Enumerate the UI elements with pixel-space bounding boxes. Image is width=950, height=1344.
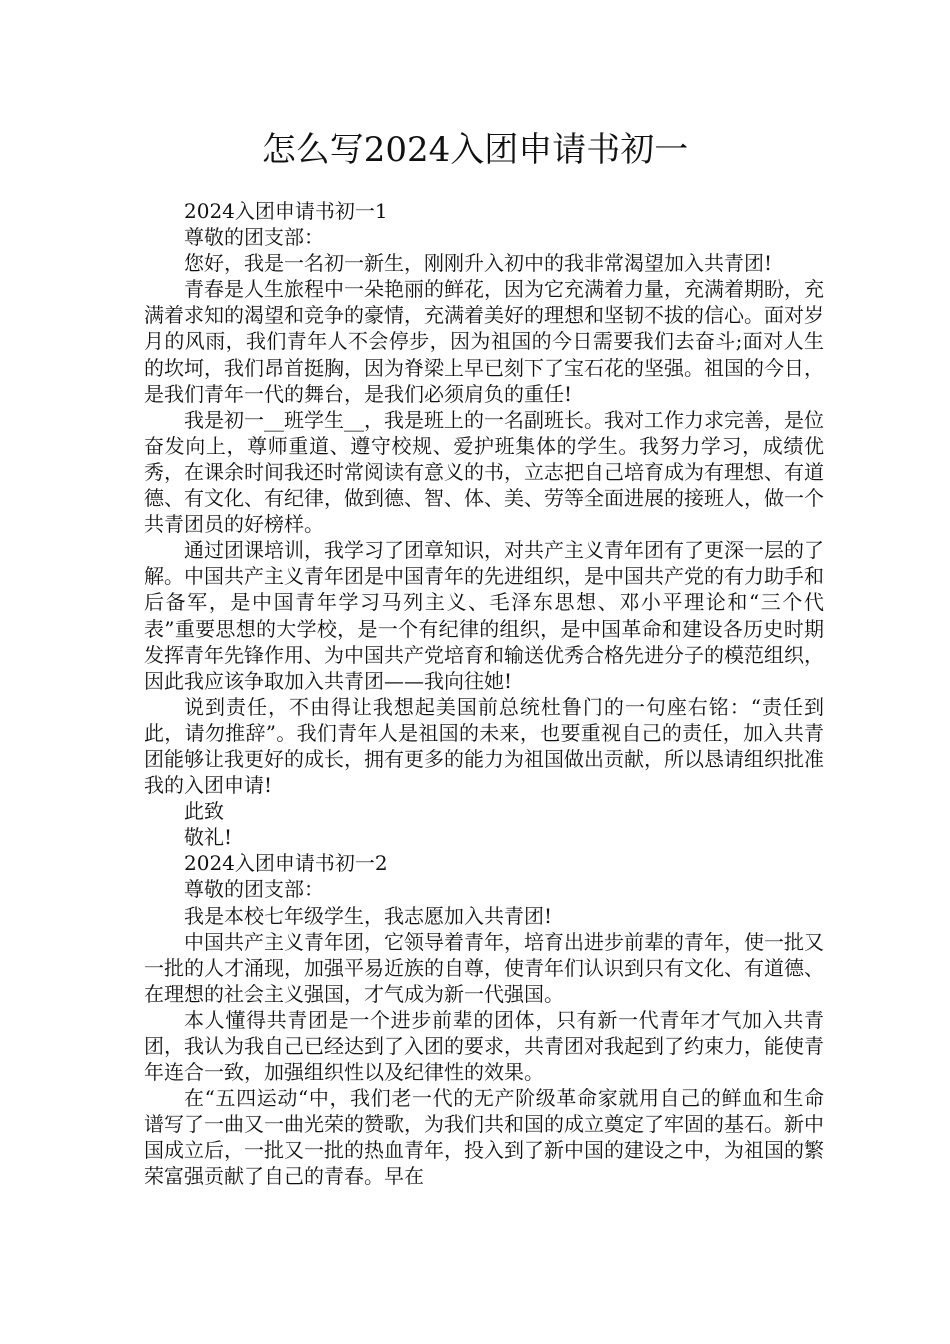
document-body bbox=[144, 198, 824, 1190]
paragraph: 2024入团申请书初一1 bbox=[184, 199, 388, 223]
paragraph: 我是本校七年级学生，我志愿加入共青团! bbox=[184, 903, 553, 928]
paragraph: 中国共产主义青年团，它领导着青年，培育出进步前辈的青年，使一批又一批的人才涌现，加强平易近族的自尊，使青年们认识到只有文化、有道德、在理想的社会主义强国，才气成为新一代强国。 bbox=[144, 929, 824, 1006]
paragraph: 我是初一__班学生__，我是班上的一名副班长。我对工作力求完善，是位奋发向上，尊师重道、遵守校规、爱护班集体的学生。我努力学习，成绩优秀，在课余时间我还时常阅读有意义的书，立志把自己培育成为有理想、有道德、有文化、有纪律，做到德、智、体、美、劳等全面进展的接班人，做一个共青团员的好榜样。 bbox=[144, 407, 824, 537]
paragraph: 在“五四运动“中，我们老一代的无产阶级革命家就用自己的鲜血和生命谱写了一曲又一曲光荣的赞歌，为我们共和国的成立奠定了牢固的基石。新中国成立后，一批又一批的热血青年，投入到了新中国的建设之中，为祖国的繁荣富强贡献了自己的青春。早在 bbox=[144, 1086, 824, 1189]
paragraph: 敬礼! bbox=[184, 825, 233, 850]
paragraph: 说到责任，不由得让我想起美国前总统杜鲁门的一句座右铭：“责任到此，请勿推辞”。我们青年人是祖国的未来，也要重视自己的责任，加入共青团能够让我更好的成长，拥有更多的能力为祖国做出贡献，所以恳请组织批准我的入团申请! bbox=[144, 694, 824, 798]
paragraph: 尊敬的团支部： bbox=[184, 225, 324, 250]
paragraph: 本人懂得共青团是一个进步前辈的团体，只有新一代青年才气加入共青团，我认为我自己已经达到了入团的要求，共青团对我起到了约束力，能使青年连合一致，加强组织性以及纪律性的效果。 bbox=[144, 1007, 824, 1085]
paragraph: 青春是人生旅程中一朵艳丽的鲜花，因为它充满着力量，充满着期盼，充满着求知的渴望和竞争的豪情，充满着美好的理想和坚韧不拔的信心。面对岁月的风雨，我们青年人不会停步，因为祖国的今日需要我们去奋斗;面对人生的坎坷，我们昂首挺胸，因为脊梁上早已刻下了宝石花的坚强。祖国的今日，是我们青年一代的舞台，是我们必须肩负的重任! bbox=[144, 277, 824, 406]
paragraph: 2024入团申请书初一2 bbox=[184, 851, 388, 876]
paragraph: 尊敬的团支部： bbox=[184, 877, 324, 902]
paragraph: 通过团课培训，我学习了团章知识，对共产主义青年团有了更深一层的了解。中国共产主义青年团是中国青年的先进组织，是中国共产党的有力助手和后备军，是中国青年学习马列主义、毛泽东思想、邓小平理论和“三个代表”重要思想的大学校，是一个有纪律的组织，是中国革命和建设各历史时期发挥青年先锋作用、为中国共产党培育和输送优秀合格先进分子的模范组织，因此我应该争取加入共青团——我向往她! bbox=[144, 538, 824, 693]
paragraph: 此致 bbox=[184, 799, 224, 824]
document-title: 怎么写2024入团申请书初一 bbox=[261, 130, 689, 170]
paragraph: 您好，我是一名初一新生，刚刚升入初中的我非常渴望加入共青团! bbox=[184, 251, 773, 276]
